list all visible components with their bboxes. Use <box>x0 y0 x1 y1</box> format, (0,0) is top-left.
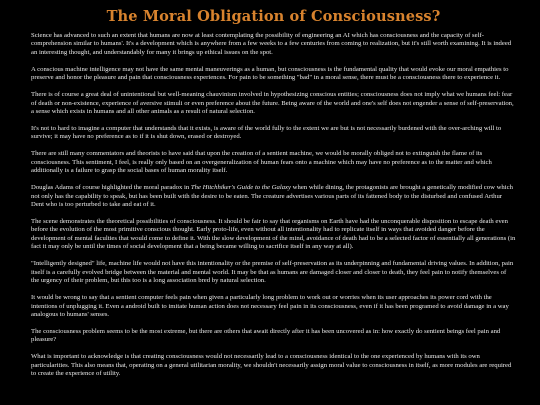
paragraph-2: A conscious machine intelligence may not have the same mental maneuverings as a human, but consciousness is the fundamental quality that would evoke our moral empathies to preserve and honor the pleasure and pain that consciousness experiences. For pain to be something "bad" in a moral sense, there must be a consciousness there to experience it. <box>31 65 509 82</box>
paragraph-8: "Intelligently designed" life, machine life would not have this intentionality or the premise of self-preservation as its underpinning and fundamental driving values. In addition, pain itself is a carefully evolved bridge between the material and mental world. It may be that as humans are damaged closer and closer to death, they feel pain to notify themselves of the urgency of their problem, but this too is a long association bred by natural selection. <box>31 260 514 285</box>
paragraph-7: The scene demonstrates the theoretical possibilities of consciousness. It should be fair to say that organisms on Earth have had the unconquerable disposition to escape death even before the evolution of the most primitive conscious thought. Early proto-life, even without all intentionality had to replicate itself in ways that avoided danger before the development of mental faculties that would come to define it. With the slow development of the mind, avoidance of death had to be a selected factor of essentially all generations (in fact it may only be until the times of social development that a being became willing to sacrifice itself in any way at all). <box>31 218 516 251</box>
paragraph-9: It would be wrong to say that a sentient computer feels pain when given a particularly long problem to work out or worries when its user approaches its power cord with the intentions of unplugging it. Even a android built to imitate human action does not necessary feel pain in its consciousness, even if it has been programed to avoid damage in a way analogous to humans' senses. <box>31 294 509 318</box>
paragraph-11: What is important to acknowledge is that creating consciousness would not necessarily lead to a consciousness identical to the one experienced by humans with its own particularities. This also means that, operating on a general utilitarian morality, we shouldn't necessarily assign moral value to consciousness in itself, as more modules are required to create the experience of utility. <box>31 353 512 378</box>
paragraph-1: Science has advanced to such an extent that humans are now at least contemplating the possibility of engineering an AI which has consciousness and the capacity of self-comprehension similar to humans'. It's a development which is anywhere from a few weeks to a few centuries from coming to realization, but it's still worth examining. It is indeed an interesting thought, and understandably for many it brings up ethical issues on the spot. <box>31 32 512 56</box>
paragraph-6-before: Douglas Adams of course highlighted the moral paradox in <box>31 184 191 192</box>
paragraph-6-after: when while dining, the protagonists are brought a genetically modified cow which not only has the capability to speak, but has been built with the desire to be eaten. The creature advertises various parts of its fattened body to the disturbed and confused Arthur Dent who is too perturbed to take and eat of it. <box>31 184 513 209</box>
paragraph-4: It's not to hard to imagine a computer that understands that it exists, is aware of the world fully to the extent we are but is not necessarily burdened with the over-arching will to survive; it may have no preference as to if it is shut down, erased or destroyed. <box>31 125 502 141</box>
paragraph-6 <box>31 184 516 209</box>
paragraph-5: There are still many commentators and theorists to have said that upon the creation of a sentient machine, we would be morally obliged not to extinguish the flame of its consciousness. This sentiment, I feel, is really only based on an overgeneralization of human fears onto a machine which may have no preference as to the matter and which additionally is a failure to grasp the social bases of human morality itself. <box>31 150 492 175</box>
article-body <box>31 32 516 379</box>
paragraph-10: The consciousness problem seems to be the most extreme, but there are others that await directly after it has been uncovered as in: how exactly do sentient beings feel pain and pleasure? <box>31 327 501 344</box>
paragraph-3: There is of course a great deal of unintentional but well-meaning chauvinism involved in hypothesizing conscious entities; consciousness does not imply what we humans feel: fear of death or non-existence, experience of aversive stimuli or even preference about the future. Being aware of the world and one's self does not engender a sense of self-preservation, a sense which exists in humans and all other animals as a result of natural selection. <box>31 91 514 116</box>
article-title: The Moral Obligation of Consciousness? <box>106 8 441 25</box>
book-title: The Hitchhiker's Guide to the Galaxy <box>190 184 291 192</box>
